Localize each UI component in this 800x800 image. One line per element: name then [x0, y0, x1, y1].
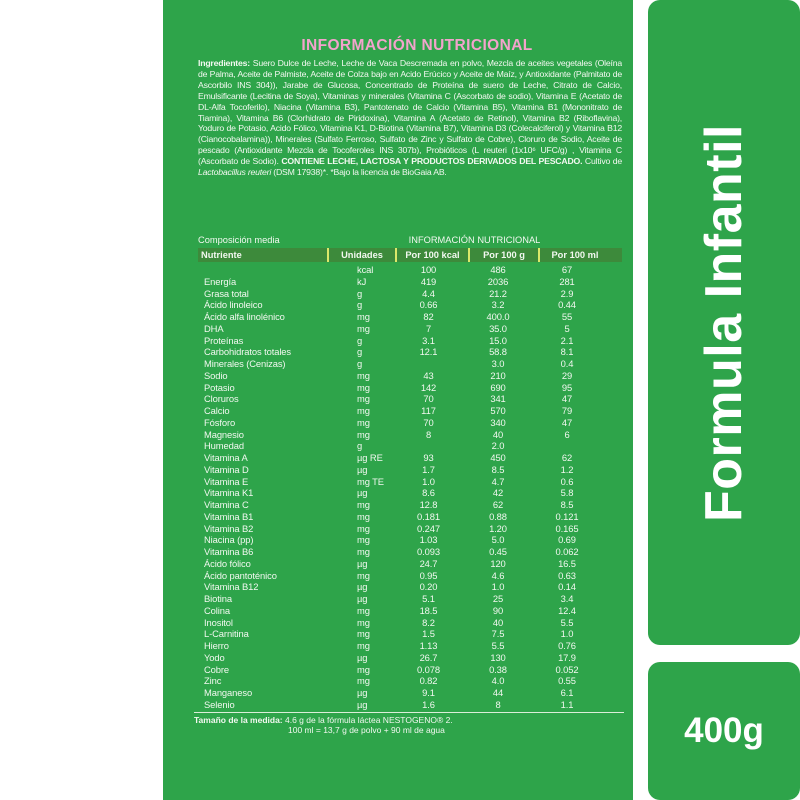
nutrient-name: Humedad — [204, 440, 244, 452]
nutrient-name: Cobre — [204, 663, 230, 675]
value-per-100ml: 5.5 — [560, 616, 574, 628]
table-row — [198, 382, 622, 394]
value-per-100g: 3.0 — [491, 358, 505, 369]
nutrient-name: L-Carnitina — [204, 628, 249, 640]
value-per-100kcal: 8.6 — [422, 487, 435, 499]
culture-species: Lactobacillus reuteri — [198, 167, 272, 178]
value-per-100kcal: 0.66 — [419, 299, 438, 311]
value-per-100ml: 0.63 — [558, 569, 576, 581]
value-per-100kcal: 0.181 — [417, 510, 440, 522]
nutrient-unit: µg — [357, 463, 368, 475]
table-row — [198, 652, 622, 664]
value-per-100g: 44 — [492, 687, 504, 698]
table-row — [198, 417, 622, 429]
value-per-100kcal: 0.82 — [419, 675, 438, 687]
table-row — [198, 452, 622, 464]
nutrient-name: Fósforo — [204, 416, 236, 428]
nutrient-name — [198, 264, 327, 276]
value-per-100g: 21.2 — [489, 287, 507, 299]
nutrient-name: Magnesio — [204, 428, 244, 440]
nutrient-name: Minerales (Cenizas) — [204, 358, 286, 369]
nutrient-unit: µg — [357, 581, 368, 593]
value-per-100kcal: 117 — [421, 405, 436, 416]
nutrient-unit: mg — [357, 405, 370, 416]
value-per-100kcal: 70 — [423, 416, 434, 428]
nutrient-name: Vitamina D — [204, 463, 249, 475]
table-row — [198, 323, 622, 335]
nutrient-unit: g — [357, 440, 363, 452]
value-per-100g: 400.0 — [486, 311, 510, 322]
nutrient-name: Ácido fólico — [204, 557, 251, 569]
value-per-100g: 340 — [490, 416, 506, 428]
table-row — [198, 687, 622, 699]
value-per-100kcal: 1.7 — [422, 463, 435, 475]
nutrient-name: DHA — [204, 322, 224, 334]
value-per-100ml: 281 — [559, 275, 575, 287]
nutrient-unit: mg — [357, 663, 370, 675]
nutrient-name: Hierro — [204, 640, 229, 651]
table-row — [198, 487, 622, 499]
table-row — [198, 640, 622, 652]
value-per-100ml: 6.1 — [560, 687, 574, 698]
value-per-100g: 486 — [490, 264, 506, 275]
value-per-100g: 25 — [492, 593, 504, 604]
value-per-100g: 3.2 — [491, 299, 505, 311]
nutrient-name: Ácido pantoténico — [204, 569, 277, 581]
serving-size-note — [194, 712, 624, 736]
value-per-100ml: 0.69 — [558, 534, 576, 546]
value-per-100ml: 47 — [561, 416, 573, 428]
value-per-100g: 8.5 — [491, 463, 505, 475]
value-per-100g: 62 — [492, 499, 504, 510]
nutrient-unit: µg — [357, 687, 368, 698]
nutrition-info-label: INFORMACIÓN NUTRICIONAL — [408, 235, 541, 245]
value-per-100kcal: 8 — [425, 428, 432, 440]
nutrient-unit: mg — [357, 381, 370, 393]
value-per-100ml: 0.14 — [558, 581, 576, 593]
table-row — [198, 675, 622, 687]
nutrient-unit: mg — [357, 499, 370, 510]
value-per-100kcal: 0.093 — [417, 546, 440, 557]
value-per-100kcal: 12.1 — [419, 346, 438, 358]
value-per-100g: 130 — [490, 651, 506, 663]
culture-prefix: Cultivo de — [582, 156, 622, 167]
value-per-100g: 5.0 — [491, 534, 505, 546]
value-per-100kcal: 24.7 — [419, 557, 438, 569]
table-row — [198, 370, 622, 382]
table-row — [198, 558, 622, 570]
table-header — [198, 248, 622, 262]
value-per-100ml: 1.1 — [560, 698, 574, 710]
value-per-100g: 0.88 — [489, 510, 507, 522]
value-per-100ml: 1.2 — [560, 463, 574, 475]
nutrient-name: Vitamina B1 — [204, 510, 254, 522]
value-per-100kcal: 4.4 — [422, 287, 435, 299]
table-row — [198, 523, 622, 535]
table-row — [198, 288, 622, 300]
nutrient-unit: mg — [357, 322, 370, 334]
nutrient-unit: µg — [357, 698, 368, 710]
value-per-100kcal: 0.20 — [419, 581, 438, 593]
nutrient-unit: mg — [357, 569, 370, 581]
nutrient-name: Inositol — [204, 616, 233, 628]
value-per-100g: 42 — [492, 487, 504, 499]
nutrient-unit: mg — [357, 311, 370, 322]
nutrition-table-body — [198, 264, 622, 711]
nutrient-unit: mg — [357, 393, 370, 405]
value-per-100g: 4.7 — [491, 475, 505, 487]
nutrient-unit: µg — [357, 557, 368, 569]
nutrient-unit: g — [357, 358, 363, 369]
value-per-100kcal — [393, 440, 464, 452]
nutrient-unit: mg — [357, 369, 370, 381]
value-per-100ml: 1.0 — [560, 628, 574, 640]
value-per-100kcal: 9.1 — [422, 687, 435, 698]
table-row — [198, 335, 622, 347]
table-row — [198, 499, 622, 511]
value-per-100kcal: 0.95 — [419, 569, 438, 581]
nutrient-name: Biotina — [204, 593, 232, 604]
nutrient-name: Potasio — [204, 381, 235, 393]
header-units: Unidades — [327, 248, 395, 262]
value-per-100kcal: 142 — [420, 381, 437, 393]
ingredients-label: Ingredientes: — [198, 58, 250, 68]
nutrient-unit: g — [357, 287, 363, 299]
value-per-100g: 4.0 — [491, 675, 505, 687]
value-per-100kcal: 26.7 — [419, 651, 438, 663]
nutrition-title: INFORMACIÓN NUTRICIONAL — [301, 37, 533, 54]
nutrient-unit: mg — [357, 534, 370, 546]
nutrient-name: Energía — [204, 275, 237, 287]
value-per-100kcal: 1.5 — [422, 628, 435, 640]
table-row — [198, 617, 622, 629]
value-per-100kcal: 1.03 — [419, 534, 438, 546]
nutrient-unit: g — [357, 346, 363, 358]
value-per-100kcal: 43 — [423, 369, 434, 381]
table-row — [198, 605, 622, 617]
value-per-100g: 341 — [490, 393, 506, 405]
value-per-100ml: 29 — [561, 369, 573, 381]
value-per-100ml — [532, 440, 602, 452]
value-per-100ml: 0.062 — [555, 546, 579, 557]
table-row — [198, 358, 622, 370]
value-per-100kcal: 12.8 — [419, 499, 438, 510]
value-per-100kcal: 419 — [420, 275, 437, 287]
table-row — [198, 311, 622, 323]
value-per-100ml: 8.5 — [560, 499, 574, 510]
nutrient-unit: kcal — [357, 264, 374, 275]
table-row — [198, 581, 622, 593]
table-row — [198, 546, 622, 558]
value-per-100ml: 0.121 — [555, 510, 579, 522]
nutrient-name: Colina — [204, 604, 230, 616]
value-per-100kcal: 100 — [420, 264, 437, 275]
value-per-100g: 40 — [492, 428, 504, 440]
value-per-100g: 7.5 — [491, 628, 505, 640]
preparation-note: 100 ml = 13,7 g de polvo + 90 ml de agua — [288, 725, 445, 735]
table-row — [198, 405, 622, 417]
nutrient-name: Proteínas — [204, 334, 244, 346]
value-per-100kcal: 3.1 — [422, 334, 435, 346]
composition-row — [198, 234, 622, 247]
table-row — [198, 264, 622, 276]
value-per-100g: 450 — [490, 452, 506, 463]
value-per-100g: 210 — [490, 369, 506, 381]
product-weight-panel — [648, 662, 800, 800]
value-per-100ml: 0.4 — [560, 358, 574, 369]
value-per-100g: 8 — [495, 698, 501, 710]
nutrient-unit: mg — [357, 546, 370, 557]
header-per-ml: Por 100 ml — [538, 248, 610, 262]
nutrient-name: Selenio — [204, 698, 235, 710]
nutrient-name: Yodo — [204, 651, 225, 663]
value-per-100g: 15.0 — [489, 334, 507, 346]
nutrient-unit: µg — [357, 593, 368, 604]
value-per-100kcal: 70 — [423, 393, 434, 405]
nutrient-name: Zinc — [204, 675, 222, 687]
nutrient-name: Vitamina E — [204, 475, 249, 487]
value-per-100g: 1.20 — [489, 522, 507, 534]
value-per-100kcal: 0.247 — [417, 522, 440, 534]
value-per-100g: 90 — [492, 604, 504, 616]
value-per-100ml: 2.1 — [560, 334, 574, 346]
value-per-100kcal: 0.078 — [417, 663, 440, 675]
value-per-100kcal: 82 — [423, 311, 434, 322]
table-row — [198, 476, 622, 488]
culture-suffix: (DSM 17938)*. *Bajo la licencia de BioGaia AB. — [271, 167, 447, 178]
header-per-kcal: Por 100 kcal — [395, 248, 468, 262]
header-per-g: Por 100 g — [468, 248, 538, 262]
nutrient-name: Grasa total — [204, 287, 249, 299]
value-per-100g: 5.5 — [491, 640, 505, 651]
nutrient-unit: mg — [357, 522, 370, 534]
value-per-100g: 0.38 — [489, 663, 507, 675]
nutrient-name: Vitamina B2 — [204, 522, 254, 534]
value-per-100g: 58.8 — [489, 346, 507, 358]
value-per-100ml: 0.052 — [555, 663, 579, 675]
value-per-100g: 4.6 — [491, 569, 505, 581]
nutrient-name: Ácido alfa linolénico — [204, 311, 285, 322]
table-row — [198, 628, 622, 640]
nutrient-name: Vitamina C — [204, 499, 249, 510]
value-per-100kcal: 8.2 — [422, 616, 435, 628]
value-per-100kcal: 1.0 — [422, 475, 435, 487]
nutrient-name: Ácido linoleico — [204, 299, 263, 311]
nutrient-unit: mg — [357, 428, 370, 440]
nutrient-name: Cloruros — [204, 393, 239, 405]
value-per-100ml: 5 — [564, 322, 570, 334]
value-per-100kcal: 93 — [423, 452, 434, 463]
table-row — [198, 699, 622, 711]
table-row — [198, 593, 622, 605]
value-per-100g: 1.0 — [491, 581, 505, 593]
nutrient-unit: g — [357, 334, 363, 346]
nutrient-name: Calcio — [204, 405, 230, 416]
value-per-100kcal: 18.5 — [419, 604, 438, 616]
value-per-100g: 690 — [490, 381, 506, 393]
nutrient-unit: mg — [357, 604, 370, 616]
value-per-100ml: 0.6 — [560, 475, 574, 487]
value-per-100kcal: 1.13 — [419, 640, 438, 651]
value-per-100g: 2036 — [487, 275, 509, 287]
table-row — [198, 664, 622, 676]
ingredients-text — [198, 58, 622, 233]
value-per-100ml: 67 — [561, 264, 573, 275]
value-per-100ml: 16.5 — [558, 557, 576, 569]
value-per-100ml: 6 — [564, 428, 570, 440]
table-row — [198, 393, 622, 405]
nutrient-unit: mg — [357, 640, 370, 651]
table-row — [198, 346, 622, 358]
value-per-100ml: 47 — [561, 393, 573, 405]
value-per-100g: 40 — [492, 616, 504, 628]
nutrient-name: Vitamina K1 — [204, 487, 254, 499]
nutrient-name: Sodio — [204, 369, 228, 381]
value-per-100g: 35.0 — [489, 322, 507, 334]
value-per-100ml: 2.9 — [560, 287, 574, 299]
table-row — [198, 429, 622, 441]
value-per-100g: 570 — [490, 405, 506, 416]
nutrient-unit: mg — [357, 628, 370, 640]
value-per-100ml: 17.9 — [558, 651, 576, 663]
product-name-panel — [648, 0, 800, 645]
value-per-100g: 0.45 — [489, 546, 507, 557]
header-nutrient: Nutriente — [201, 250, 242, 260]
nutrient-name: Manganeso — [204, 687, 253, 698]
nutrient-name: Vitamina B6 — [204, 546, 254, 557]
nutrient-name: Niacina (pp) — [204, 534, 254, 546]
nutrient-unit: mg TE — [357, 475, 384, 487]
value-per-100ml: 0.55 — [558, 675, 576, 687]
nutrient-unit: mg — [357, 616, 370, 628]
nutrient-unit: g — [357, 299, 363, 311]
value-per-100kcal — [393, 358, 464, 370]
value-per-100ml: 95 — [561, 381, 573, 393]
nutrient-unit: mg — [357, 510, 370, 522]
nutrient-unit: µg — [357, 651, 368, 663]
nutrient-name: Vitamina B12 — [204, 581, 259, 593]
nutrient-name: Vitamina A — [204, 452, 248, 463]
value-per-100ml: 0.76 — [558, 640, 576, 651]
value-per-100ml: 79 — [561, 405, 573, 416]
table-row — [198, 464, 622, 476]
ingredients-list: Suero Dulce de Leche, Leche de Vaca Descremada en polvo, Mezcla de aceites vegetales (Oleína de Palma, Aceite de Palmiste, Aceite de Colza bajo en Acido Erúcico y Aceite de Maíz, y Antioxidante (Palmitato de Ascorbilo INS 304)), Jarabe de Glucosa, Concentrado de Proteína de suero de Leche, Citrato de Calcio, Emulsificante (Lecitina de Soya), Vitaminas y minerales (Vitamina C (Ascorbato de sodio), Vitamina E (Acetato de DL-Alfa Tocoferilo), Niacina (Vitamina B3), Pantotenato de Calcio (Vitamina B5), Vitamina B1 (Mononitrato de Tiamina), Vitamina B6 (Clorhidrato de Piridoxina), Vitamina A (Acetato de Retinol), Vitamina B2 (Riboflavina), Yoduro de Potasio, Acido Fólico, Vitamina K1, D-Biotina (Vitamina B7), Vitamina D3 (Colecalciferol) y Vitamina B12 (Cianocobalamina)), Minerales (Sulfato Ferroso, Sulfato de Zinc y Sulfato de Cobre), Cloruro de Sodio, Aceite de pescado (Antioxidante Mezcla de Tocoferoles INS 307b), Probióticos (L reuteri (1x10⁶ UFC/g) , Vitamina C (Ascorbato de Sodio). — [198, 58, 622, 167]
table-row — [198, 534, 622, 546]
nutrition-panel — [163, 0, 633, 800]
value-per-100g: 120 — [490, 557, 506, 569]
table-row — [198, 276, 622, 288]
value-per-100ml: 55 — [561, 311, 573, 322]
nutrient-unit: mg — [357, 416, 370, 428]
table-row — [198, 570, 622, 582]
value-per-100ml: 8.1 — [560, 346, 574, 358]
serving-size-value: 4.6 g de la fórmula láctea NESTOGENO® 2. — [282, 714, 453, 725]
table-row — [198, 511, 622, 523]
value-per-100ml: 5.8 — [560, 487, 574, 499]
value-per-100g: 2.0 — [491, 440, 505, 452]
nutrient-unit: µg RE — [357, 452, 383, 463]
value-per-100kcal: 5.1 — [422, 593, 435, 604]
value-per-100ml: 12.4 — [558, 604, 576, 616]
value-per-100kcal: 1.6 — [422, 698, 435, 710]
nutrient-unit: mg — [357, 675, 370, 687]
nutrient-unit: kJ — [357, 275, 367, 287]
product-weight: 400g — [684, 711, 764, 750]
nutrient-unit: µg — [357, 487, 368, 499]
value-per-100kcal: 7 — [425, 322, 432, 334]
value-per-100ml: 3.4 — [560, 593, 574, 604]
product-name: Formula Infantil — [695, 123, 753, 522]
serving-size-label: Tamaño de la medida: — [194, 714, 283, 725]
value-per-100ml: 0.165 — [555, 522, 579, 534]
value-per-100ml: 0.44 — [558, 299, 576, 311]
table-row — [198, 440, 622, 452]
table-row — [198, 299, 622, 311]
composition-label: Composición media — [198, 235, 280, 245]
allergen-warning: CONTIENE LECHE, LACTOSA Y PRODUCTOS DERIVADOS DEL PESCADO. — [281, 156, 583, 167]
value-per-100ml: 62 — [561, 452, 573, 463]
nutrient-name: Carbohidratos totales — [204, 346, 292, 358]
